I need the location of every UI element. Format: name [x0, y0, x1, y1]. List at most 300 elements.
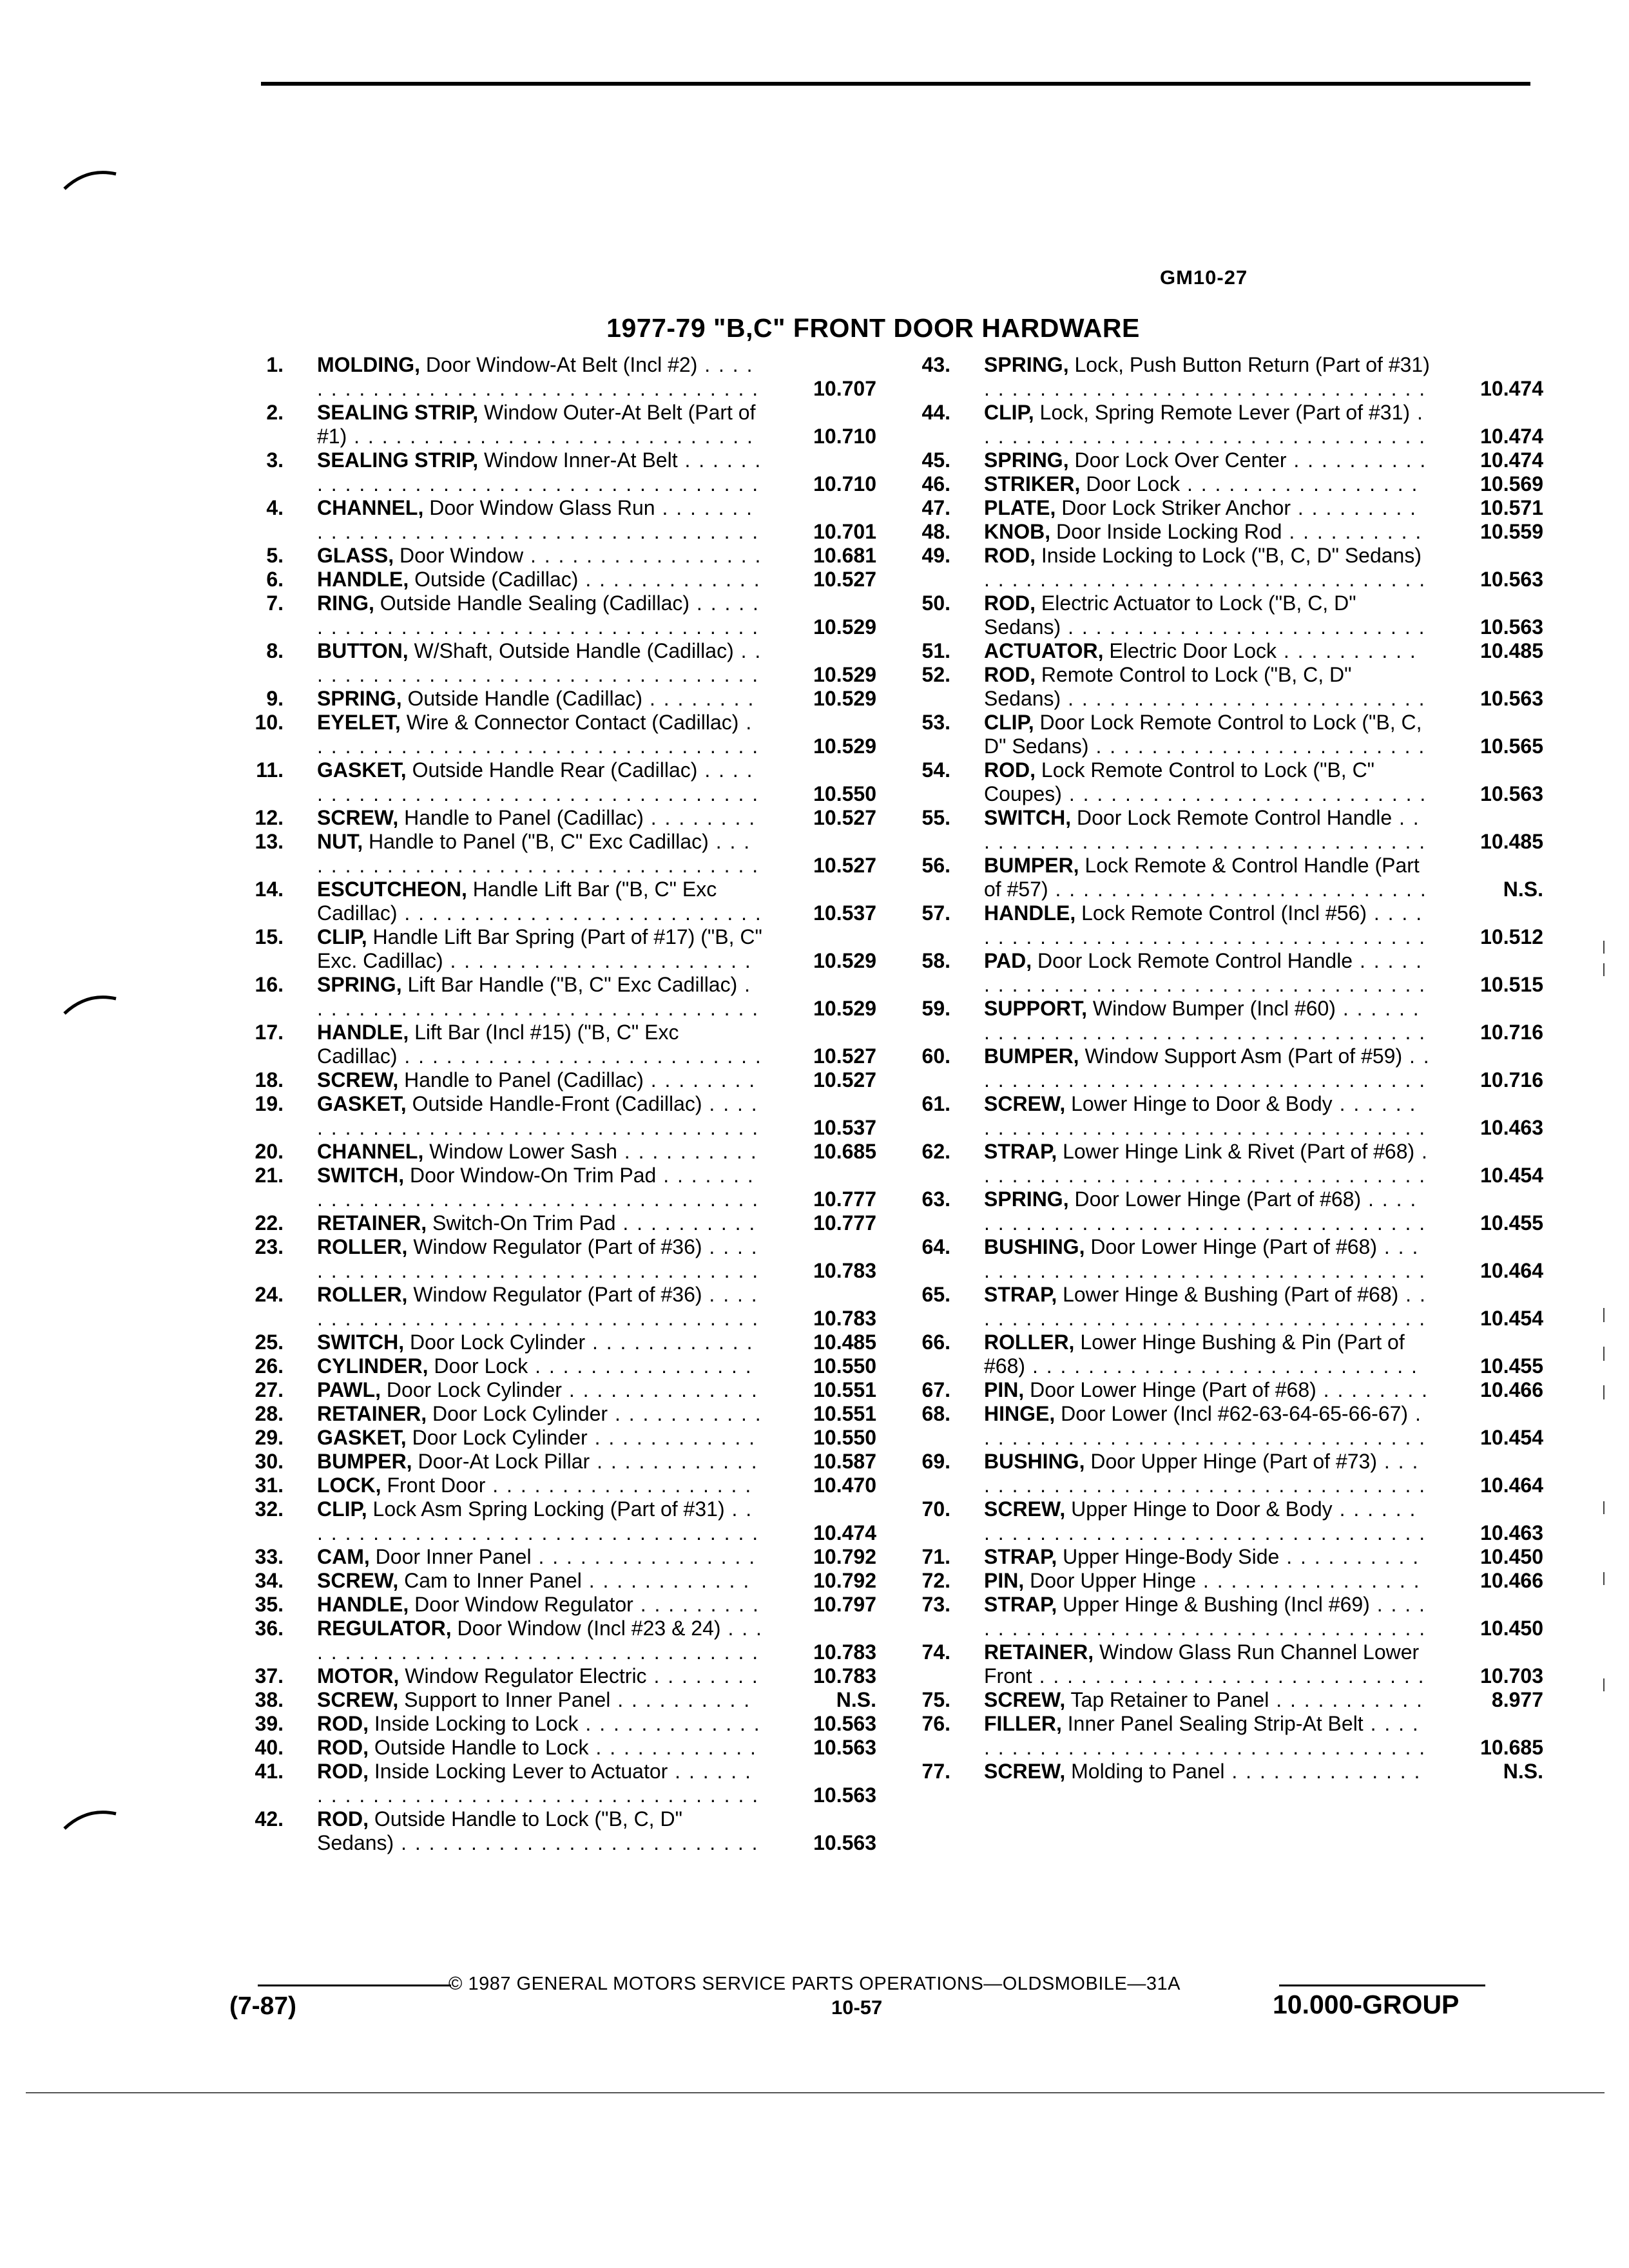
part-name: NUT, — [317, 830, 363, 853]
binder-mark-icon — [61, 164, 119, 193]
group-reference: 10.716 — [1480, 1021, 1543, 1044]
part-description — [984, 711, 1431, 758]
leader-dots: . . . . . . . . . . . . . . — [1224, 1760, 1422, 1783]
part-number: 5. — [266, 544, 284, 567]
page-number: 10-57 — [831, 1996, 883, 2019]
group-reference: 10.551 — [813, 1378, 876, 1401]
group-reference: 10.450 — [1480, 1617, 1543, 1640]
group-reference: 10.716 — [1480, 1068, 1543, 1091]
part-row — [912, 1545, 1543, 1569]
part-description — [984, 1235, 1431, 1283]
part-detail: Upper Hinge & Bushing (Incl #69) — [1063, 1593, 1370, 1616]
part-description — [984, 1688, 1431, 1712]
group-reference: 10.792 — [813, 1569, 876, 1592]
group-reference: 10.681 — [813, 544, 876, 567]
part-number: 18. — [255, 1068, 284, 1091]
part-name: SPRING, — [984, 353, 1069, 376]
part-number: 41. — [255, 1760, 284, 1783]
part-name: SPRING, — [984, 1187, 1069, 1211]
group-reference: 10.569 — [1480, 472, 1543, 495]
group-reference: 10.783 — [813, 1259, 876, 1282]
part-description — [984, 997, 1431, 1044]
part-row — [912, 1497, 1543, 1545]
leader-dots: . . . . . . . . . . . . — [587, 1426, 757, 1449]
part-description — [317, 1164, 764, 1211]
part-description — [317, 1450, 764, 1474]
part-name: GASKET, — [317, 1426, 407, 1449]
part-name: HANDLE, — [317, 1021, 409, 1044]
part-number: 70. — [921, 1497, 950, 1521]
part-number: 71. — [921, 1545, 950, 1568]
leader-dots: . . . . . . . . . . — [617, 1140, 758, 1163]
part-description — [317, 687, 764, 711]
part-description — [317, 1545, 764, 1569]
leader-dots: . . . . . . . . . . . . . . . . . . . . . . . . . . . . . . . . . . . . — [317, 758, 760, 805]
part-number: 57. — [921, 901, 950, 925]
part-number: 61. — [921, 1092, 950, 1115]
part-row — [245, 1021, 876, 1068]
part-number: 17. — [255, 1021, 284, 1044]
part-row — [912, 949, 1543, 997]
part-name: STRAP, — [984, 1140, 1057, 1163]
part-name: MOLDING, — [317, 353, 420, 376]
part-detail: Window Bumper (Incl #60) — [1092, 997, 1336, 1020]
group-reference: 10.537 — [813, 901, 876, 925]
leader-dots: . . . . . . . . . . . . . . . . . . . . . . . . . . . . . . . . . . . . — [317, 1235, 760, 1282]
part-detail: Door-At Lock Pillar — [418, 1450, 590, 1473]
part-description — [317, 711, 764, 758]
page-code: GM10-27 — [1160, 266, 1248, 289]
group-reference: 10.485 — [1480, 639, 1543, 662]
copyright-line: © 1987 GENERAL MOTORS SERVICE PARTS OPERATIONS—OLDSMOBILE—31A — [448, 1974, 1181, 1994]
part-description — [317, 448, 764, 496]
part-number: 67. — [921, 1378, 950, 1401]
part-detail: Electric Door Lock — [1109, 639, 1277, 662]
part-detail: Outside Handle Rear (Cadillac) — [412, 758, 698, 782]
part-row — [245, 1402, 876, 1426]
part-description — [984, 591, 1431, 639]
part-detail: Lower Hinge Bushing & Pin (Part of #68) — [984, 1331, 1405, 1378]
part-number: 35. — [255, 1593, 284, 1616]
group-reference: 10.463 — [1480, 1521, 1543, 1544]
part-detail: Tap Retainer to Panel — [1070, 1688, 1269, 1711]
group-reference: 10.550 — [813, 1354, 876, 1378]
part-row — [912, 1712, 1543, 1760]
part-name: PAWL, — [317, 1378, 381, 1401]
scan-speck — [1603, 1501, 1605, 1514]
group-reference: 10.464 — [1480, 1474, 1543, 1497]
part-detail: Lock Remote Control (Incl #56) — [1081, 901, 1367, 925]
part-description — [984, 1402, 1431, 1450]
part-description — [984, 1187, 1431, 1235]
part-description — [984, 1378, 1431, 1402]
group-reference: 10.587 — [813, 1450, 876, 1473]
leader-dots: . . . . . . . . . . . . . . . . . . . . . . . . . . . . . . . . . . . . . . — [984, 997, 1427, 1044]
part-detail: Cam to Inner Panel — [404, 1569, 582, 1592]
part-detail: Door Inner Panel — [375, 1545, 532, 1568]
group-reference: 10.703 — [1480, 1664, 1543, 1687]
leader-dots: . . . . . . . . . . — [1279, 1545, 1420, 1568]
group-reference: 10.450 — [1480, 1545, 1543, 1568]
leader-dots: . . . . . . . . . . . . . . . . . . . . . . . . . . . . . . . . . . — [317, 639, 762, 686]
leader-dots: . . . . . . . . . — [633, 1593, 760, 1616]
part-number: 16. — [255, 973, 284, 996]
part-detail: Door Lock Cylinder — [409, 1331, 586, 1354]
part-number: 53. — [921, 711, 950, 734]
group-reference: 10.563 — [813, 1712, 876, 1735]
leader-dots: . . . . . . . . . . . . . — [578, 568, 761, 591]
part-row — [245, 591, 876, 639]
leader-dots: . . . . . . . . . . . . . . . . . . . . . . . . . . . . — [1032, 1664, 1425, 1687]
group-reference: 10.777 — [813, 1187, 876, 1211]
leader-dots: . . . . . . . . . . . . . . . . . . . . . . . . . . . . . . . . . . . — [984, 1235, 1427, 1282]
part-row — [912, 1140, 1543, 1187]
group-reference: 10.455 — [1480, 1211, 1543, 1235]
part-description — [317, 568, 764, 591]
part-row — [245, 1736, 876, 1760]
part-description — [317, 878, 764, 925]
part-number: 31. — [255, 1474, 284, 1497]
part-number: 39. — [255, 1712, 284, 1735]
part-description — [984, 949, 1431, 997]
part-detail: Outside Handle Sealing (Cadillac) — [380, 591, 690, 615]
scan-speck — [1603, 1385, 1605, 1399]
part-detail: Lock Asm Spring Locking (Part of #31) — [372, 1497, 725, 1521]
part-row — [912, 1450, 1543, 1497]
part-row — [245, 1760, 876, 1807]
part-description — [984, 496, 1431, 520]
part-detail: Door Lower (Incl #62-63-64-65-66-67) — [1061, 1402, 1409, 1425]
part-detail: Handle Lift Bar ("B, C" Exc Cadillac) — [317, 878, 717, 925]
part-number: 28. — [255, 1402, 284, 1425]
part-description — [317, 1235, 764, 1283]
part-name: SEALING STRIP, — [317, 401, 479, 424]
leader-dots: . . . . . . . . . . . . . . . . . . . . . . . . . . . . . — [347, 425, 754, 448]
part-detail: Door Lock Striker Anchor — [1061, 496, 1291, 519]
part-row — [912, 496, 1543, 520]
leader-dots: . . . . . . . . . . . . . . . . . . . . . . . . . . . . . . . . . . . — [317, 830, 760, 877]
part-description — [317, 1617, 764, 1664]
group-reference: 10.707 — [813, 377, 876, 400]
part-number: 75. — [921, 1688, 950, 1711]
leader-dots: . . . . . . . . . . . . . . . . . . . . . . . . . . — [394, 1831, 759, 1854]
part-name: CHANNEL, — [317, 1140, 424, 1163]
group-reference: 10.710 — [813, 472, 876, 495]
part-name: GASKET, — [317, 1092, 407, 1115]
part-detail: Outside (Cadillac) — [414, 568, 579, 591]
part-detail: Molding to Panel — [1071, 1760, 1225, 1783]
part-row — [245, 1140, 876, 1164]
part-detail: Lock Remote Control to Lock ("B, C" Coupes) — [984, 758, 1375, 805]
part-detail: Door Window (Incl #23 & 24) — [457, 1617, 721, 1640]
part-description — [317, 973, 764, 1021]
part-row — [245, 1211, 876, 1235]
part-row — [245, 1331, 876, 1354]
scan-speck — [1603, 1308, 1605, 1322]
part-number: 15. — [255, 925, 284, 948]
part-row — [912, 663, 1543, 711]
part-description — [984, 1450, 1431, 1497]
part-detail: Door Lock Over Center — [1074, 448, 1287, 472]
part-name: SPRING, — [984, 448, 1069, 472]
part-description — [317, 1688, 764, 1712]
part-detail: W/Shaft, Outside Handle (Cadillac) — [414, 639, 734, 662]
part-detail: Handle to Panel ("B, C" Exc Cadillac) — [369, 830, 709, 853]
part-row — [912, 472, 1543, 496]
part-description — [984, 1044, 1431, 1092]
part-number: 77. — [921, 1760, 950, 1783]
part-row — [912, 591, 1543, 639]
part-description — [317, 1283, 764, 1331]
part-row — [912, 1092, 1543, 1140]
group-reference: 10.563 — [1480, 615, 1543, 639]
part-detail: Handle to Panel (Cadillac) — [404, 806, 644, 829]
part-number: 37. — [255, 1664, 284, 1687]
part-detail: Inner Panel Sealing Strip-At Belt — [1067, 1712, 1364, 1735]
part-name: RETAINER, — [317, 1402, 427, 1425]
part-row — [912, 711, 1543, 758]
part-description — [317, 639, 764, 687]
group-reference: 10.466 — [1480, 1569, 1543, 1592]
part-description — [317, 1092, 764, 1140]
part-number: 40. — [255, 1736, 284, 1759]
part-detail: Door Window-At Belt (Incl #2) — [425, 353, 698, 376]
part-number: 46. — [921, 472, 950, 495]
part-description — [317, 544, 764, 568]
part-description — [317, 1593, 764, 1617]
part-detail: Handle Lift Bar Spring (Part of #17) ("B, C" Exc. Cadillac) — [317, 925, 762, 972]
part-number: 20. — [255, 1140, 284, 1163]
part-description — [984, 663, 1431, 711]
part-detail: Window Inner-At Belt — [484, 448, 678, 472]
leader-dots: . . . . . . . . . . . . . . . . . . . . . . . . . . . . — [1025, 1354, 1418, 1378]
part-detail: Outside Handle-Front (Cadillac) — [412, 1092, 702, 1115]
leader-dots: . . . . . . . . . . . . — [581, 1569, 751, 1592]
part-description — [317, 830, 764, 878]
group-reference: 10.550 — [813, 1426, 876, 1449]
part-row — [245, 878, 876, 925]
part-row — [245, 1235, 876, 1283]
part-detail: Lock Remote & Control Handle (Part of #57) — [984, 854, 1420, 901]
part-name: ROD, — [317, 1807, 369, 1831]
part-detail: Door Inside Locking Rod — [1056, 520, 1282, 543]
leader-dots: . . . . . . . . . . . . . . . . . . . . . . . . . . . . . . . . . . . . . . — [984, 1497, 1427, 1544]
part-name: SCREW, — [317, 1688, 399, 1711]
group-reference: 10.464 — [1480, 1259, 1543, 1282]
leader-dots: . . . . . . . . . . . . . . . . . . . . . . . . . . . . . . . . . . — [984, 1283, 1427, 1330]
part-detail: Switch-On Trim Pad — [432, 1211, 616, 1235]
part-description — [317, 1664, 764, 1688]
part-name: RETAINER, — [317, 1211, 427, 1235]
part-name: SCREW, — [317, 1569, 399, 1592]
part-detail: Electric Actuator to Lock ("B, C, D" Sedans) — [984, 591, 1356, 639]
part-number: 23. — [255, 1235, 284, 1258]
part-detail: Window Outer-At Belt (Part of #1) — [317, 401, 756, 448]
leader-dots: . . . . . . . . . . . . . . . . . . . . . . . . . . . . . . . . . . . — [984, 1450, 1427, 1497]
part-number: 49. — [921, 544, 950, 567]
top-rule — [261, 82, 1530, 86]
part-row — [245, 639, 876, 687]
part-description — [984, 639, 1431, 663]
part-description — [984, 758, 1431, 806]
part-name: LOCK, — [317, 1474, 381, 1497]
part-detail: Door Lock Cylinder — [432, 1402, 608, 1425]
leader-dots: . . . . . . . . — [642, 687, 755, 710]
part-description — [984, 854, 1431, 901]
part-row — [912, 854, 1543, 901]
part-number: 68. — [921, 1402, 950, 1425]
part-number: 26. — [255, 1354, 284, 1378]
part-name: ROD, — [317, 1712, 369, 1735]
leader-dots: . . . . . . . . . . . . . . . . . . . . . . . . . . . . . . . . — [984, 377, 1427, 400]
part-description — [984, 1497, 1431, 1545]
part-name: ROD, — [984, 663, 1036, 686]
part-number: 66. — [921, 1331, 950, 1354]
leader-dots: . . . . . . . . . — [1291, 496, 1418, 519]
part-description — [984, 1092, 1431, 1140]
part-number: 9. — [266, 687, 284, 710]
part-row — [245, 758, 876, 806]
part-detail: Lift Bar (Incl #15) ("B, C" Exc Cadillac) — [317, 1021, 679, 1068]
part-detail: Door Lock Cylinder — [386, 1378, 562, 1401]
part-detail: Door Lock Cylinder — [412, 1426, 588, 1449]
part-description — [984, 448, 1431, 472]
part-name: RING, — [317, 591, 374, 615]
part-row — [912, 1688, 1543, 1712]
part-number: 19. — [255, 1092, 284, 1115]
leader-dots: . . . . . . . . — [646, 1664, 759, 1687]
part-description — [984, 806, 1431, 854]
group-reference: 10.527 — [813, 806, 876, 829]
leader-dots: . . . . . . . . — [1316, 1378, 1429, 1401]
part-row — [245, 830, 876, 878]
part-description — [317, 1474, 764, 1497]
leader-dots: . . . . . . . . . . . . . . . . . . . . . . . . — [1088, 735, 1426, 758]
part-number: 51. — [921, 639, 950, 662]
part-name: SCREW, — [984, 1497, 1066, 1521]
part-number: 52. — [921, 663, 950, 686]
part-detail: Window Support Asm (Part of #59) — [1084, 1044, 1403, 1068]
part-description — [317, 1807, 764, 1855]
part-row — [912, 353, 1543, 401]
part-detail: Outside Handle to Lock ("B, C, D" Sedans) — [317, 1807, 682, 1854]
leader-dots: . . . . . . . . . . . . . . . . . . . . . . . . . . . . . . . . . . . . . . — [317, 448, 762, 495]
part-name: SWITCH, — [317, 1331, 405, 1354]
part-description — [317, 925, 764, 973]
group-reference: 10.563 — [1480, 687, 1543, 710]
leader-dots: . . . . . . . . . . . . — [590, 1450, 758, 1473]
part-detail: Lower Hinge to Door & Body — [1071, 1092, 1333, 1115]
part-row — [912, 1402, 1543, 1450]
group-reference: 10.529 — [813, 949, 876, 972]
part-name: FILLER, — [984, 1712, 1062, 1735]
part-name: PAD, — [984, 949, 1032, 972]
part-number: 21. — [255, 1164, 284, 1187]
part-row — [912, 1187, 1543, 1235]
part-name: BUTTON, — [317, 639, 409, 662]
part-number: 11. — [256, 758, 284, 782]
group-reference: 10.529 — [813, 663, 876, 686]
part-detail: Door Lock Remote Control Handle — [1037, 949, 1353, 972]
part-number: 59. — [921, 997, 950, 1020]
part-row — [912, 448, 1543, 472]
part-number: 33. — [255, 1545, 284, 1568]
group-reference: N.S. — [1503, 1760, 1543, 1783]
part-number: 14. — [255, 878, 284, 901]
part-name: ROD, — [984, 544, 1036, 567]
group-reference: 10.685 — [1480, 1736, 1543, 1759]
part-number: 50. — [921, 591, 950, 615]
part-name: BUSHING, — [984, 1450, 1085, 1473]
part-name: SPRING, — [317, 687, 402, 710]
part-description — [984, 520, 1431, 544]
part-detail: Upper Hinge to Door & Body — [1071, 1497, 1333, 1521]
group-reference: 10.474 — [813, 1521, 876, 1544]
group-reference: 10.701 — [813, 520, 876, 543]
group-reference: 10.559 — [1480, 520, 1543, 543]
group-reference: 10.563 — [813, 1783, 876, 1807]
group-reference: 10.529 — [813, 687, 876, 710]
part-detail: Door Window Regulator — [414, 1593, 633, 1616]
part-name: CLIP, — [984, 401, 1034, 424]
part-name: BUSHING, — [984, 1235, 1085, 1258]
part-detail: Inside Locking Lever to Actuator — [374, 1760, 668, 1783]
binder-mark-icon — [61, 989, 119, 1018]
leader-dots: . . . . . . . . . . . . . . . . . . . . . . . . . . . . . . . . . . . . — [317, 1283, 760, 1330]
part-description — [317, 1497, 764, 1545]
group-reference: 10.527 — [813, 1044, 876, 1068]
parts-list-right — [912, 353, 1543, 1783]
scan-speck — [1603, 1347, 1605, 1361]
part-detail: Upper Hinge-Body Side — [1063, 1545, 1280, 1568]
part-name: SCREW, — [984, 1092, 1066, 1115]
part-row — [245, 544, 876, 568]
part-description — [317, 1354, 764, 1378]
group-reference: 10.527 — [813, 1068, 876, 1091]
part-description — [317, 1402, 764, 1426]
leader-dots: . . . . . . . . . . . . . . . . . . . . . . . . . . . . . . . . . . — [984, 1044, 1431, 1091]
group-reference: 8.977 — [1491, 1688, 1543, 1711]
part-row — [245, 568, 876, 591]
part-row — [245, 1378, 876, 1402]
part-name: GLASS, — [317, 544, 394, 567]
group-reference: 10.563 — [813, 1831, 876, 1854]
part-name: EYELET, — [317, 711, 401, 734]
part-detail: Handle to Panel (Cadillac) — [404, 1068, 644, 1091]
part-name: STRAP, — [984, 1545, 1057, 1568]
leader-dots: . . . . . . . . . . . . . . . . . . . . . . . . . . . . . . . . . — [984, 1402, 1427, 1449]
leader-dots: . . . . . . . . . . . . . . . . . . . . . . . . . . . . . . . . . . . . . . . — [317, 1164, 760, 1211]
leader-dots: . . . . . . . . . . . — [1269, 1688, 1423, 1711]
part-name: SCREW, — [317, 1068, 399, 1091]
leader-dots: . . . . . . . . . . . . . . . . . . . . . . . . . . . . . . . . . . . . . . — [317, 1760, 760, 1807]
binder-mark-icon — [61, 1804, 119, 1833]
part-detail: Door Lower Hinge (Part of #68) — [1030, 1378, 1316, 1401]
leader-dots: . . . . . . . . . . . . . . . . . . . . . . . . . . . . . . . . . . . . — [317, 1092, 760, 1139]
part-name: KNOB, — [984, 520, 1051, 543]
part-detail: Door Lock Remote Control Handle — [1076, 806, 1393, 829]
part-description — [317, 1378, 764, 1402]
part-description — [984, 353, 1431, 401]
group-reference: 10.529 — [813, 735, 876, 758]
part-number: 64. — [921, 1235, 950, 1258]
part-number: 43. — [921, 353, 950, 376]
group-reference: 10.529 — [813, 997, 876, 1020]
part-row — [245, 1354, 876, 1378]
part-detail: Wire & Connector Contact (Cadillac) — [406, 711, 739, 734]
leader-dots: . . . . . . . . . . . . — [588, 1736, 757, 1759]
group-reference: 10.783 — [813, 1307, 876, 1330]
